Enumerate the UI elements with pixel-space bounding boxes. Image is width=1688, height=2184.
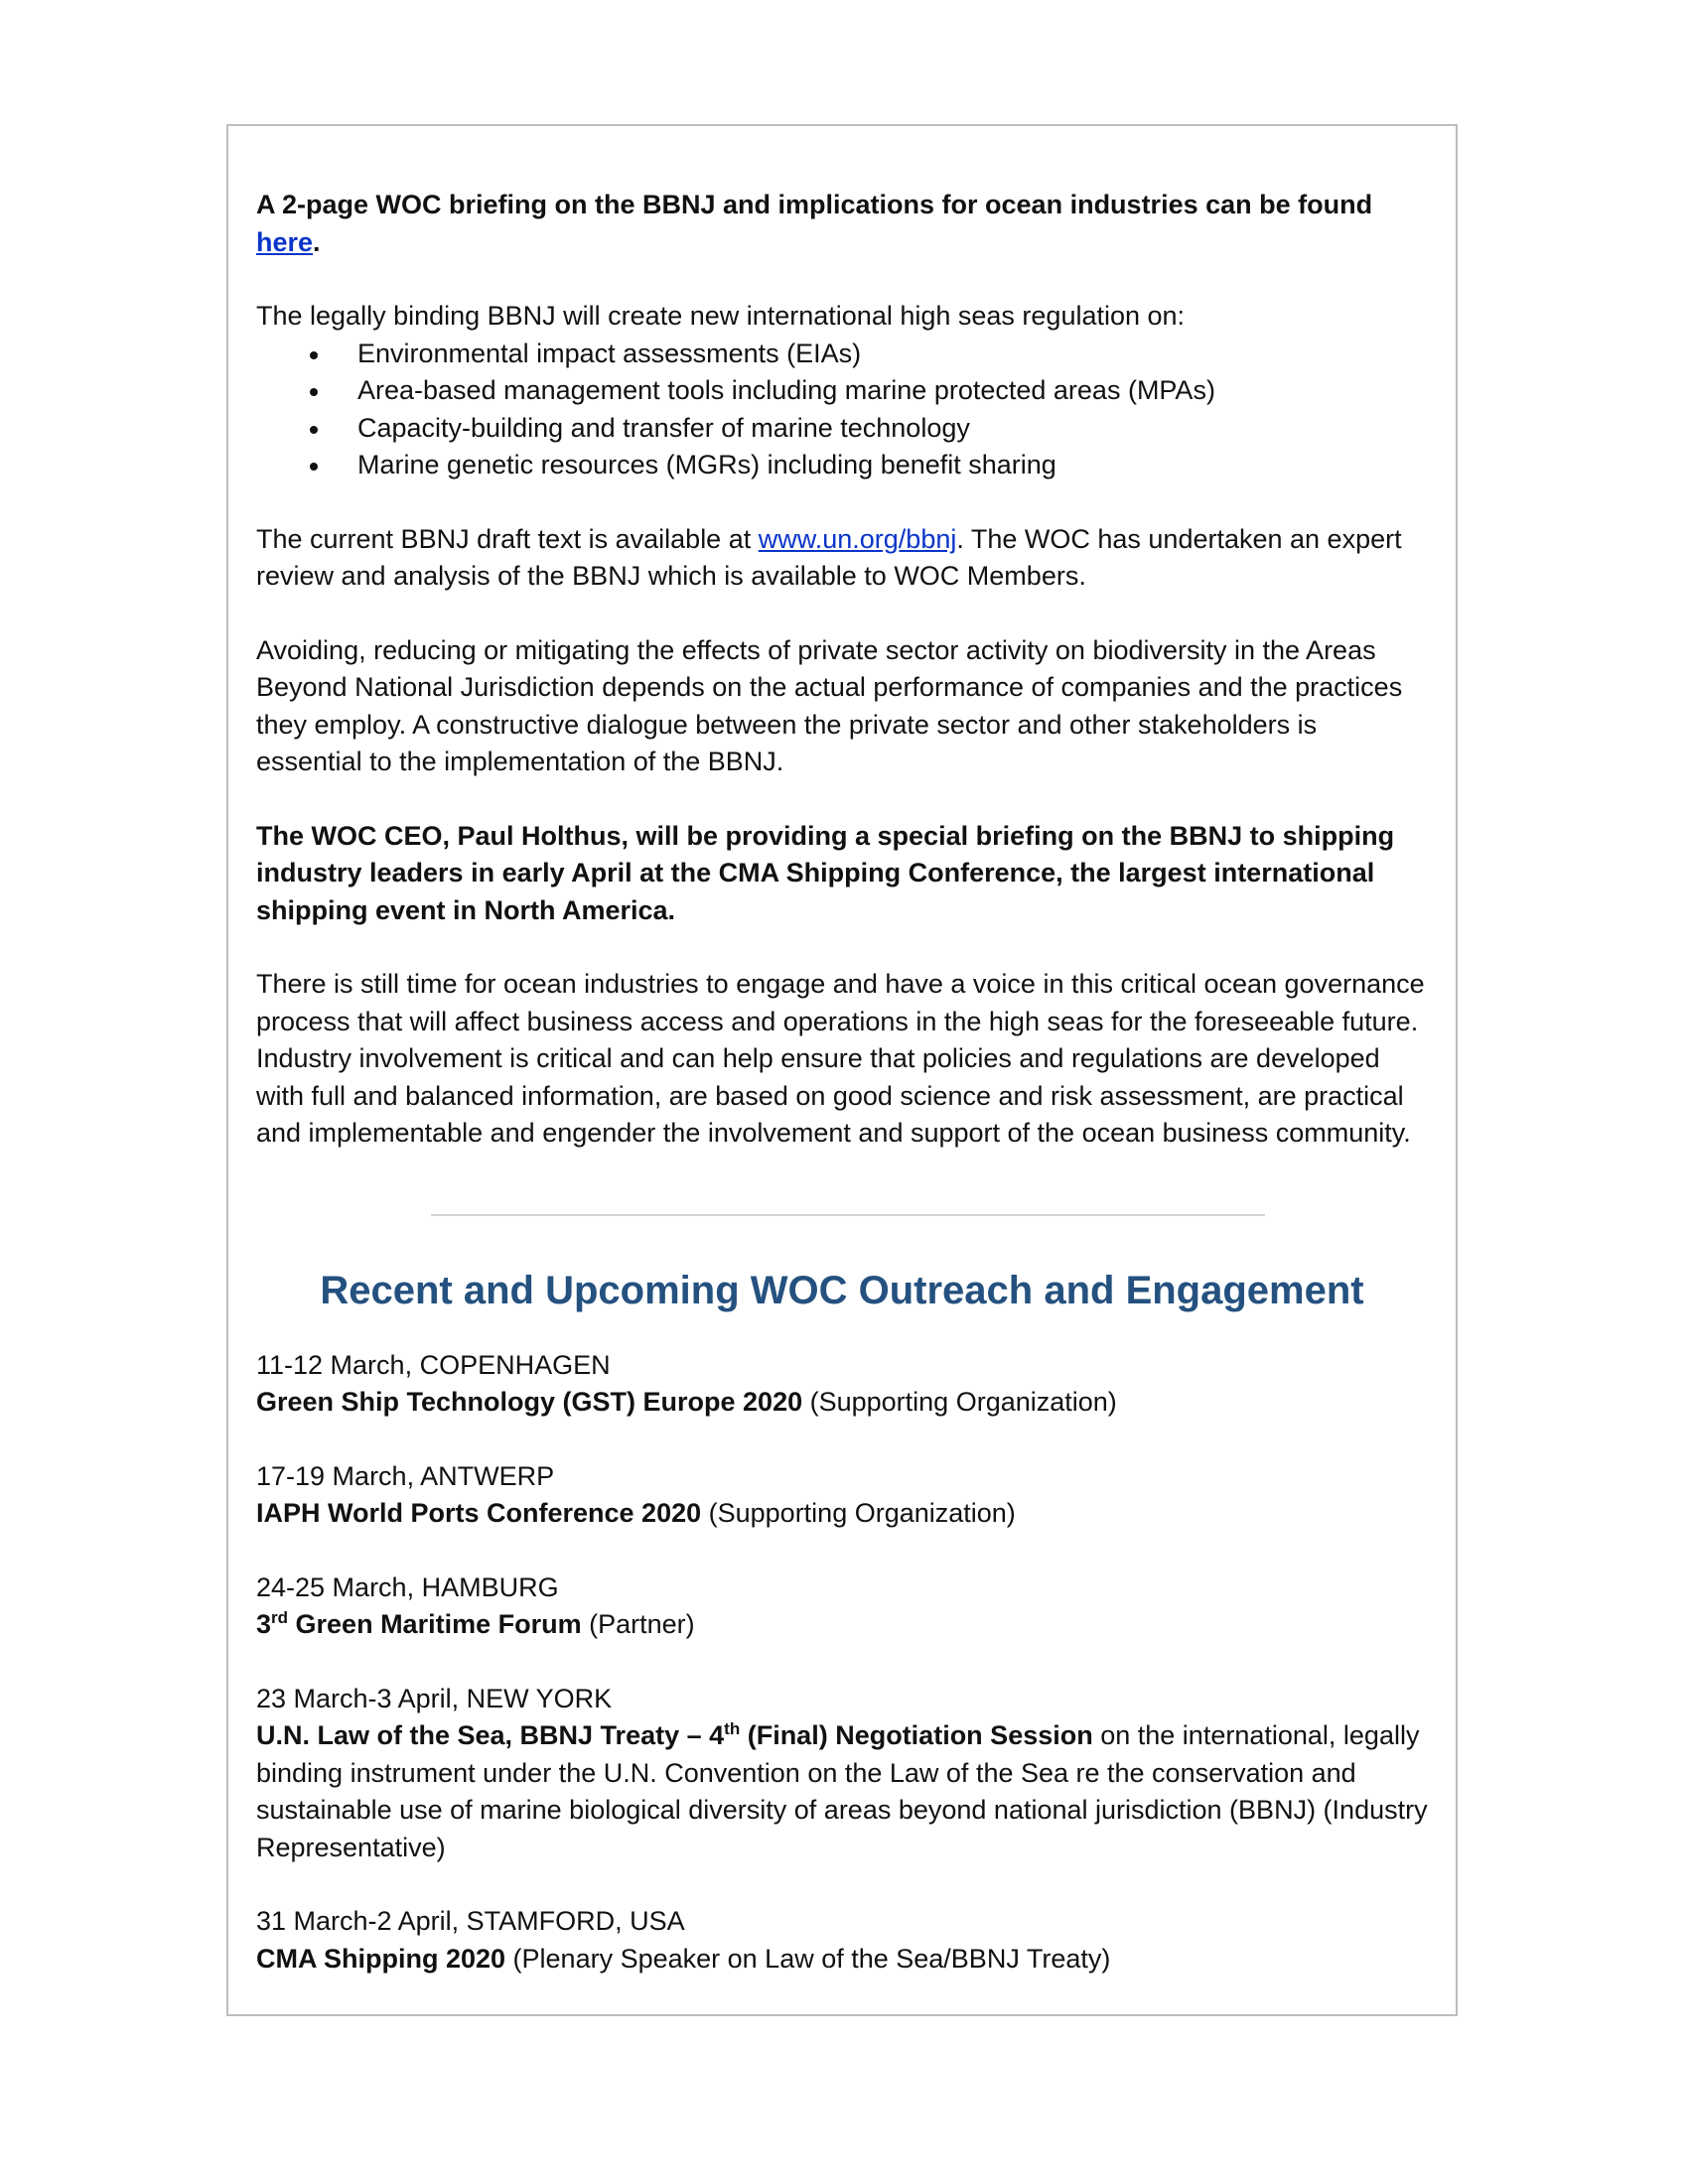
event-role: (Supporting Organization) bbox=[802, 1387, 1117, 1417]
event-description bbox=[256, 1606, 1428, 1644]
event-item bbox=[256, 1458, 1428, 1533]
event-role: (Plenary Speaker on Law of the Sea/BBNJ Treaty) bbox=[505, 1943, 1111, 1974]
briefing-text: A 2-page WOC briefing on the BBNJ and implications for ocean industries can be found bbox=[256, 190, 1373, 219]
event-role: (Partner) bbox=[581, 1609, 695, 1639]
event-name bbox=[256, 1609, 582, 1639]
event-item bbox=[256, 1570, 1428, 1644]
event-description bbox=[256, 1941, 1428, 1979]
event-name-superscript: th bbox=[724, 1719, 741, 1738]
event-name-part: U.N. Law of the Sea, BBNJ Treaty – 4 bbox=[256, 1720, 725, 1750]
bullet-icon bbox=[310, 426, 318, 434]
event-date: 24-25 March, HAMBURG bbox=[256, 1571, 559, 1602]
event-item bbox=[256, 1681, 1428, 1867]
time-paragraph: There is still time for ocean industries to engage and have a voice in this critical ocean governance process that will affect business access and operations in the high seas for the foreseeable future. Industry involvement is critical and can help ensure that policies and regulations are developed with full and balanced information, are based on good science and risk assessment, are practical and implementable and engender the involvement and support of the ocean business community. bbox=[256, 969, 1425, 1148]
list-item bbox=[256, 410, 1428, 448]
event-name: IAPH World Ports Conference 2020 bbox=[256, 1498, 702, 1528]
event-date: 17-19 March, ANTWERP bbox=[256, 1460, 555, 1491]
list-item-label: Environmental impact assessments (EIAs) bbox=[357, 338, 862, 368]
event-name-rest: Green Maritime Forum bbox=[288, 1609, 582, 1639]
list-item bbox=[256, 447, 1428, 484]
event-name-superscript: rd bbox=[271, 1608, 289, 1627]
event-description bbox=[256, 1495, 1428, 1533]
event-name: CMA Shipping 2020 bbox=[256, 1943, 506, 1974]
event-description bbox=[256, 1384, 1428, 1422]
event-item bbox=[256, 1347, 1428, 1422]
event-date: 11-12 March, COPENHAGEN bbox=[256, 1349, 611, 1380]
event-role: on the international, legally binding instrument under the U.N. Convention on the Law of the Sea re the conservation and sustainable use of marine biological diversity of areas beyond national jurisdiction (BBNJ) (Industry Representative) bbox=[256, 1720, 1428, 1862]
briefing-end: . bbox=[313, 226, 321, 257]
regulation-lead: The legally binding BBNJ will create new international high seas regulation on: bbox=[256, 301, 1186, 331]
event-description bbox=[256, 1717, 1428, 1866]
event-date: 23 March-3 April, NEW YORK bbox=[256, 1683, 613, 1713]
list-item-label: Area-based management tools including marine protected areas (MPAs) bbox=[357, 375, 1215, 405]
ceo-paragraph: The WOC CEO, Paul Holthus, will be providing a special briefing on the BBNJ to shipping industry leaders in early April at the CMA Shipping Conference, the largest international shipping event in North America. bbox=[256, 820, 1395, 925]
newsletter-content bbox=[256, 187, 1428, 1978]
un-bbnj-link[interactable]: www.un.org/bbnj bbox=[758, 523, 957, 554]
event-role: (Supporting Organization) bbox=[701, 1498, 1016, 1528]
draft-paragraph bbox=[256, 521, 1428, 596]
list-item bbox=[256, 372, 1428, 410]
draft-text-after: . The WOC has undertaken an expert review and analysis of the BBNJ which is available to WOC Members. bbox=[256, 523, 1402, 591]
bullet-icon bbox=[310, 351, 318, 359]
event-name: Green Ship Technology (GST) Europe 2020 bbox=[256, 1387, 803, 1417]
briefing-paragraph bbox=[256, 187, 1428, 261]
section-title: Recent and Upcoming WOC Outreach and Engagement bbox=[320, 1268, 1364, 1312]
regulation-list bbox=[256, 336, 1428, 484]
event-item bbox=[256, 1903, 1428, 1978]
list-item-label: Capacity-building and transfer of marine technology bbox=[357, 412, 970, 443]
list-item-label: Marine genetic resources (MGRs) including benefit sharing bbox=[357, 450, 1056, 479]
briefing-here-link[interactable]: here bbox=[256, 226, 314, 257]
avoiding-paragraph: Avoiding, reducing or mitigating the effects of private sector activity on biodiversity in the Areas Beyond National Jurisdiction depends on the actual performance of companies and the practices they employ. A constructive dialogue between the private sector and other stakeholders is essential to the implementation of the BBNJ. bbox=[256, 634, 1403, 776]
event-date: 31 March-2 April, STAMFORD, USA bbox=[256, 1906, 685, 1936]
draft-text-before: The current BBNJ draft text is available at bbox=[256, 523, 759, 554]
event-name-part: (Final) Negotiation Session bbox=[740, 1720, 1093, 1750]
bullet-icon bbox=[310, 463, 318, 471]
event-name bbox=[256, 1720, 1093, 1750]
bullet-icon bbox=[310, 388, 318, 396]
list-item bbox=[256, 336, 1428, 373]
event-name-number: 3 bbox=[256, 1609, 272, 1639]
